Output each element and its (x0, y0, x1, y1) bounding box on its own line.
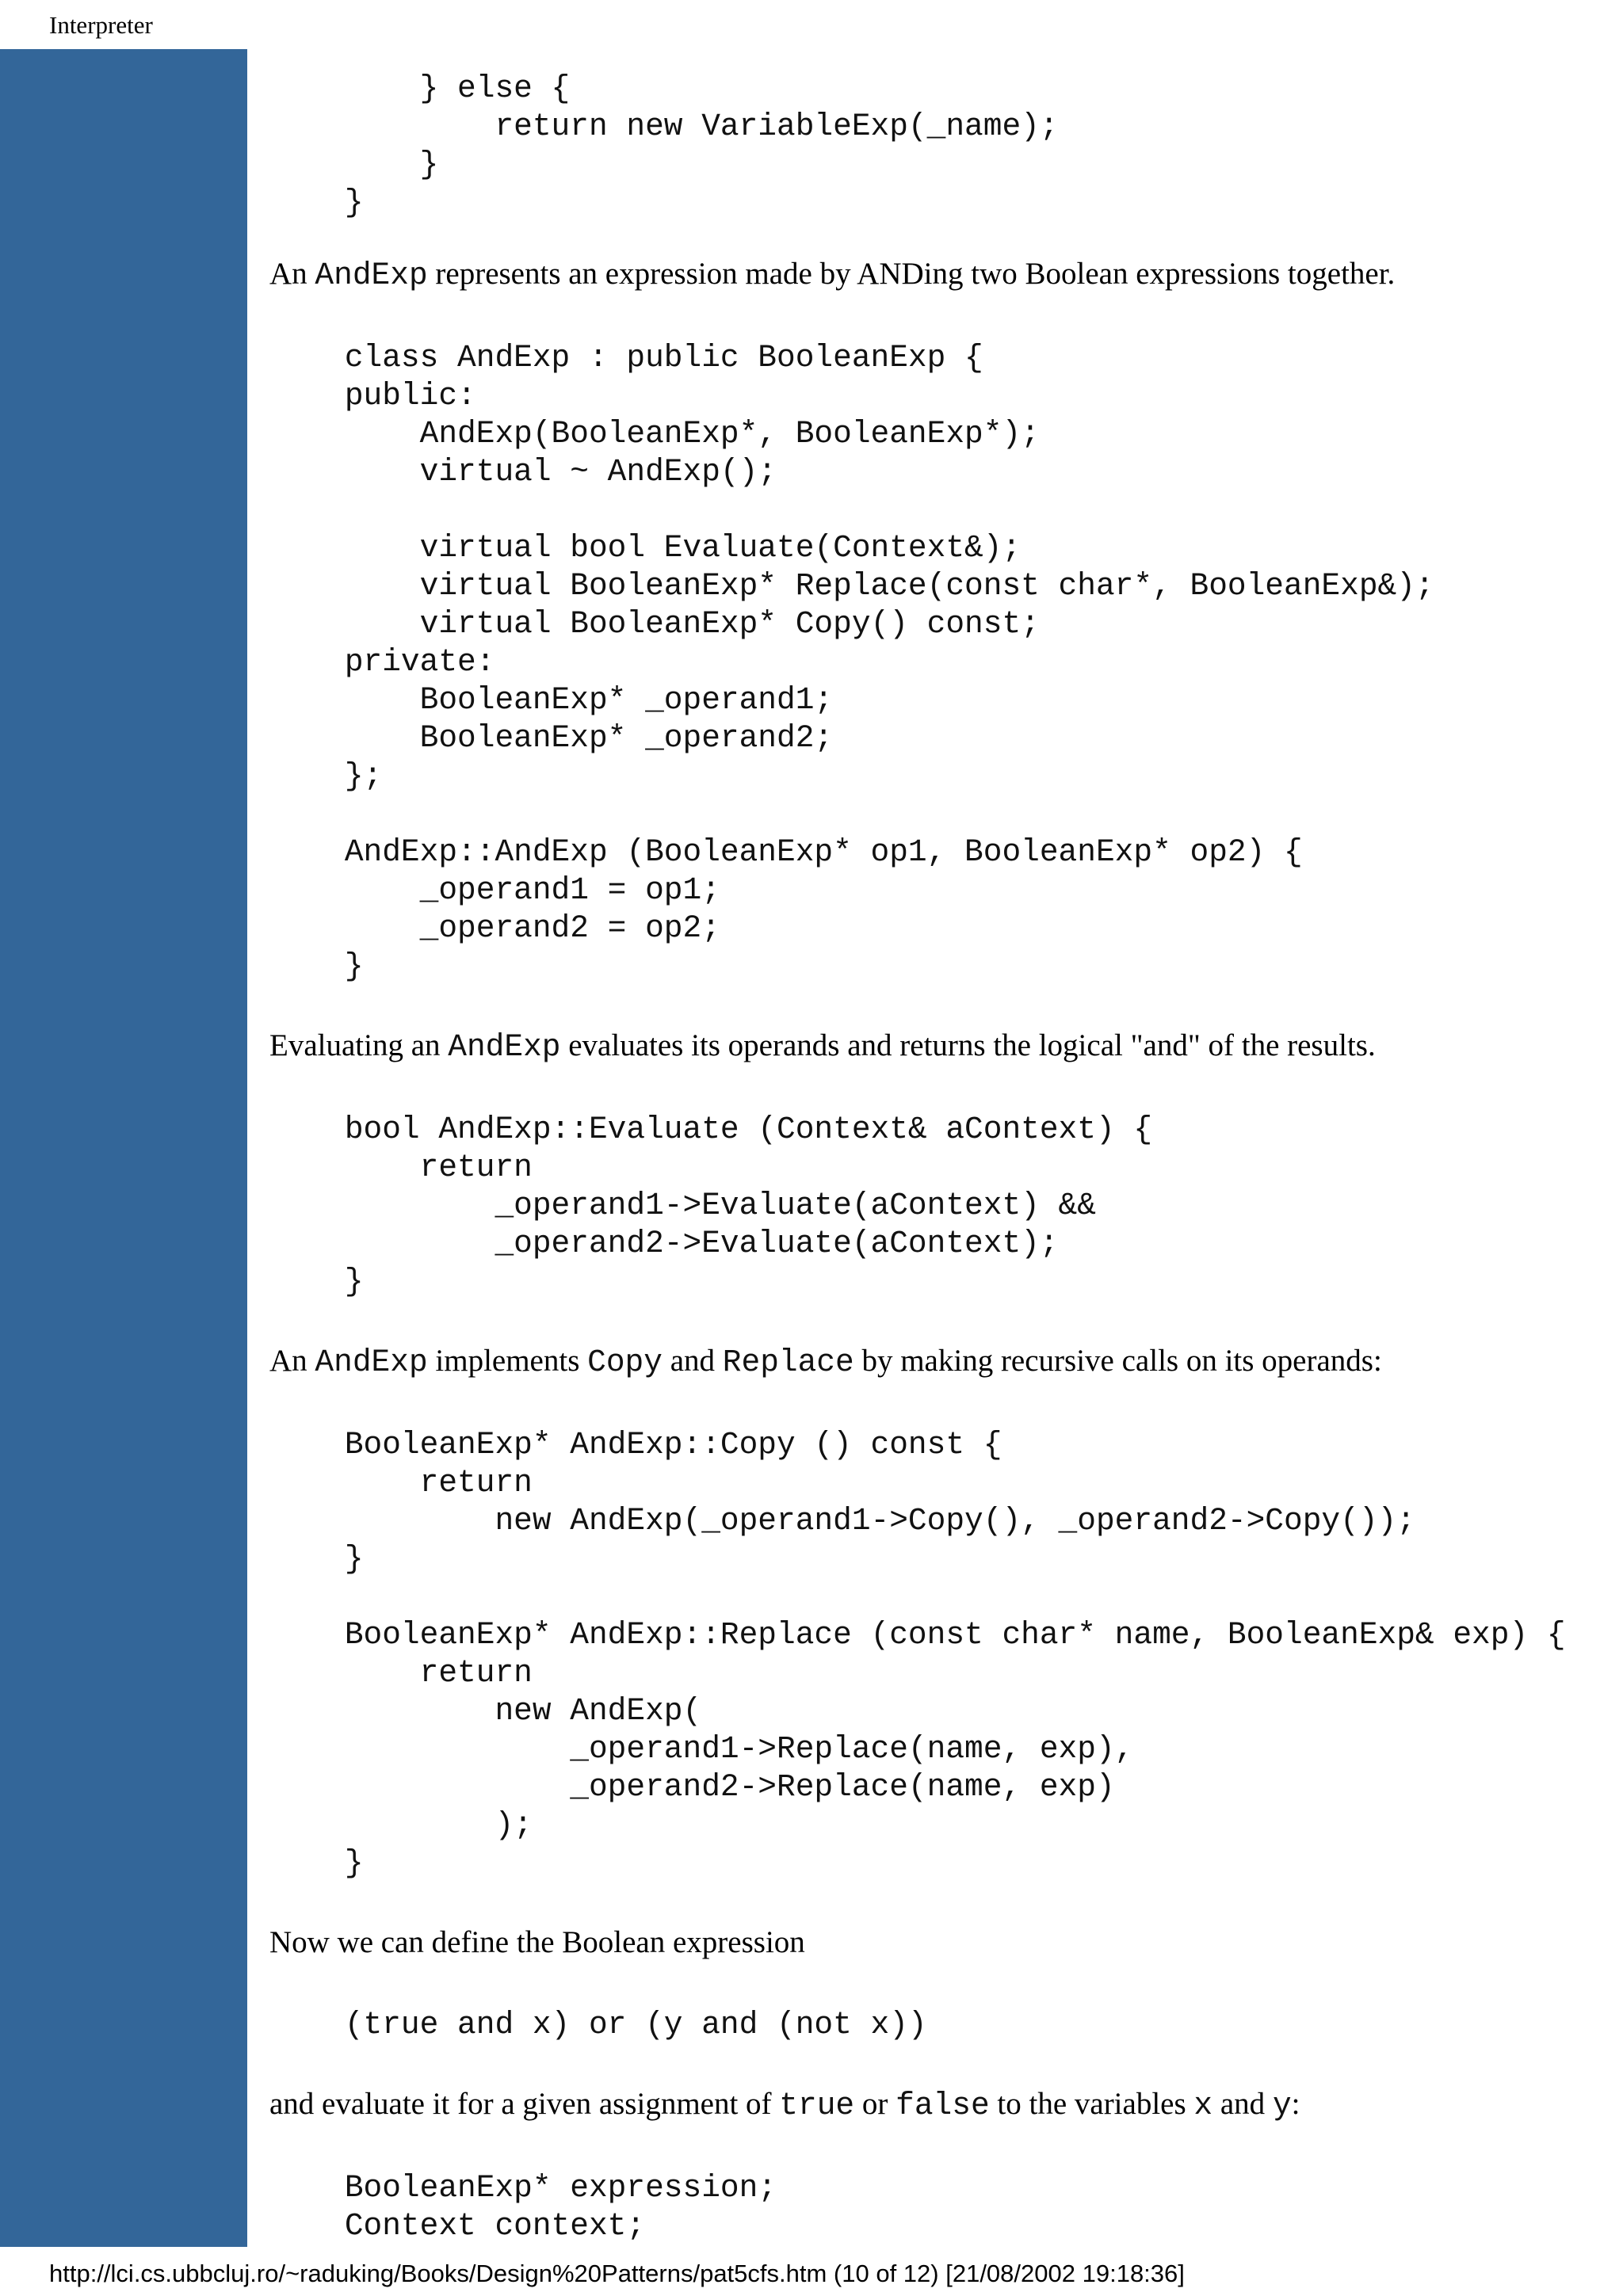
paragraph-copy-replace (269, 1342, 1609, 1382)
text-segment: and evaluate it for a given assignment of (269, 2087, 780, 2121)
code-block-copy-replace: BooleanExp* AndExp::Copy () const { return new AndExp(_operand1->Copy(), _operand2->Copy()); } BooleanExp* AndExp::Replace (const char* name, BooleanExp& exp) { return new AndExp( _operand1->Replace(name, exp), _operand2->Replace(name, exp) ); } (344, 1427, 1566, 1881)
inline-code: y (1272, 2088, 1292, 2123)
page-footer-url: http://lci.cs.ubbcluj.ro/~raduking/Books/Design%20Patterns/pat5cfs.htm (10 of 12) [21/08/2002 19:18:36] (49, 2260, 1185, 2287)
code-block-variableexp-tail: } else { return new VariableExp(_name); } } (344, 71, 1059, 220)
inline-code: x (1193, 2088, 1213, 2123)
page-header-title: Interpreter (49, 11, 153, 39)
text-segment: and (662, 1344, 723, 1378)
inline-code: AndExp (315, 1344, 428, 1380)
text-segment: to the variables (989, 2087, 1194, 2121)
code-block-andexp-class: class AndExp : public BooleanExp { public: AndExp(BooleanExp*, BooleanExp*); virtual ~ AndExp(); virtual bool Evaluate(Context&); virtual BooleanExp* Replace(const char*, BooleanExp&); virtual BooleanExp* Copy() const; private: BooleanExp* _operand1; BooleanExp* _operand2; }; AndExp::AndExp (BooleanExp* op1, BooleanExp* op2) { _operand1 = op1; _operand2 = op2; } (344, 340, 1434, 984)
text-segment: An (269, 1344, 315, 1378)
text-segment: or (854, 2087, 896, 2121)
text-segment: by making recursive calls on its operands: (854, 1344, 1382, 1378)
paragraph-assignment (269, 2085, 1609, 2125)
inline-code: Copy (587, 1344, 663, 1380)
inline-code: AndExp (315, 257, 428, 293)
paragraph-define-expression: Now we can define the Boolean expression (269, 1925, 805, 1959)
text-segment: and (1212, 2087, 1273, 2121)
inline-code: AndExp (448, 1029, 561, 1065)
left-sidebar-bar (0, 49, 247, 2247)
paragraph-andexp-intro (269, 255, 1609, 295)
text-segment: : (1291, 2087, 1300, 2121)
inline-code: false (896, 2088, 990, 2123)
text-segment: represents an expression made by ANDing two Boolean expressions together. (427, 257, 1396, 291)
inline-code: true (779, 2088, 855, 2123)
code-block-declarations: BooleanExp* expression; Context context; (344, 2170, 777, 2244)
text-segment: evaluates its operands and returns the logical "and" of the results. (560, 1028, 1376, 1062)
text-segment: implements (427, 1344, 588, 1378)
text-segment: Evaluating an (269, 1028, 449, 1062)
code-block-evaluate: bool AndExp::Evaluate (Context& aContext) { return _operand1->Evaluate(aContext) && _operand2->Evaluate(aContext); } (344, 1112, 1153, 1299)
code-block-expression: (true and x) or (y and (not x)) (269, 2007, 927, 2042)
inline-code: Replace (722, 1344, 854, 1380)
paragraph-evaluate (269, 1027, 1609, 1066)
main-content (269, 70, 1609, 2245)
text-segment: An (269, 257, 315, 291)
